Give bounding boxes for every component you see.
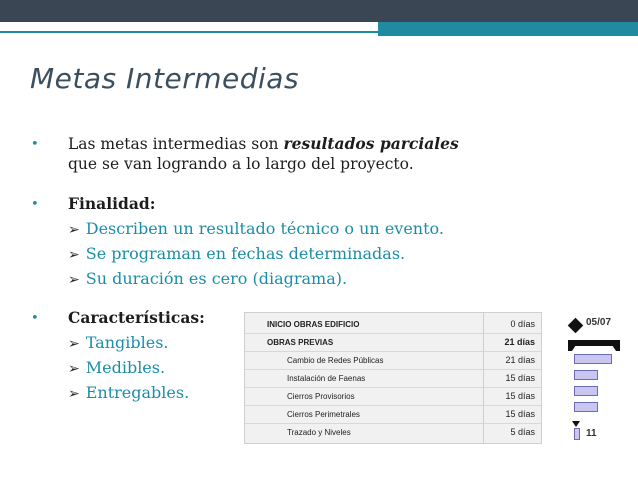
gantt-row xyxy=(245,351,541,370)
task-bar xyxy=(574,386,598,396)
milestone-diamond-icon xyxy=(568,318,584,334)
heading-caracteristicas: Características: xyxy=(68,308,205,327)
gantt-row xyxy=(245,423,541,441)
gantt-task-duration: 5 días xyxy=(510,427,535,437)
gantt-task-duration: 21 días xyxy=(504,337,535,347)
caracteristicas-item-text: Tangibles. xyxy=(85,333,169,352)
caracteristicas-item xyxy=(68,358,165,379)
gantt-table-image xyxy=(244,312,542,444)
task-bar xyxy=(574,354,612,364)
bullet-1-line-2: que se van logrando a lo largo del proyecto. xyxy=(68,155,414,173)
milestone-date-label: 05/07 xyxy=(586,317,612,328)
gantt-task-duration: 15 días xyxy=(505,409,535,419)
task-bar-label: 11 xyxy=(586,428,597,439)
finalidad-item xyxy=(68,219,444,240)
gantt-task-duration: 21 días xyxy=(505,355,535,365)
gantt-task-name: Instalación de Faenas xyxy=(287,374,366,383)
task-bar xyxy=(574,402,598,412)
bullet-1-emphasis: resultados parciales xyxy=(283,134,459,153)
bullet-marker: • xyxy=(31,311,39,326)
heading-finalidad: Finalidad: xyxy=(68,194,156,213)
bullet-1-text: Las metas intermedias son xyxy=(68,135,284,153)
arrow-bullet-icon: ➢ xyxy=(68,247,80,263)
gantt-task-name: INICIO OBRAS EDIFICIO xyxy=(267,320,360,329)
summary-bar-cap-right xyxy=(612,345,620,351)
finalidad-item xyxy=(68,269,347,290)
gantt-task-name: Cambio de Redes Públicas xyxy=(287,356,384,365)
task-bar xyxy=(574,370,598,380)
gantt-row xyxy=(245,369,541,388)
arrow-bullet-icon: ➢ xyxy=(68,336,80,352)
top-bar-line xyxy=(0,31,378,33)
arrow-bullet-icon: ➢ xyxy=(68,386,80,402)
finalidad-item-text: Su duración es cero (diagrama). xyxy=(85,269,348,288)
gantt-row xyxy=(245,405,541,424)
gantt-row xyxy=(245,387,541,406)
gantt-task-duration: 15 días xyxy=(505,373,535,383)
gantt-task-duration: 0 días xyxy=(510,319,535,329)
caracteristicas-item-text: Entregables. xyxy=(85,383,190,402)
gantt-task-name: OBRAS PREVIAS xyxy=(267,338,334,347)
finalidad-item-text: Se programan en fechas determinadas. xyxy=(85,244,406,263)
gantt-task-duration: 15 días xyxy=(505,391,535,401)
caracteristicas-item xyxy=(68,383,189,404)
finalidad-item-text: Describen un resultado técnico o un evento. xyxy=(85,219,444,238)
summary-bar-cap-left xyxy=(568,345,576,351)
slide-title: Metas Intermedias xyxy=(30,62,300,95)
top-bar-accent xyxy=(378,22,638,36)
arrow-bullet-icon: ➢ xyxy=(68,361,80,377)
gantt-task-name: Cierros Provisorios xyxy=(287,392,355,401)
link-arrow-icon xyxy=(572,421,580,427)
bullet-marker: • xyxy=(31,137,39,152)
gantt-row xyxy=(245,333,541,352)
gantt-task-name: Trazado y Niveles xyxy=(287,428,351,437)
bullet-1-line-1 xyxy=(68,134,459,154)
task-bar xyxy=(574,428,580,440)
caracteristicas-item-text: Medibles. xyxy=(85,358,166,377)
arrow-bullet-icon: ➢ xyxy=(68,222,80,238)
caracteristicas-item xyxy=(68,333,169,354)
gantt-chart-excerpt xyxy=(560,312,630,444)
gantt-task-name: Cierros Perimetrales xyxy=(287,410,360,419)
gantt-row xyxy=(245,315,541,334)
finalidad-item xyxy=(68,244,405,265)
top-bar xyxy=(0,0,638,22)
bullet-marker: • xyxy=(31,197,39,212)
arrow-bullet-icon: ➢ xyxy=(68,272,80,288)
